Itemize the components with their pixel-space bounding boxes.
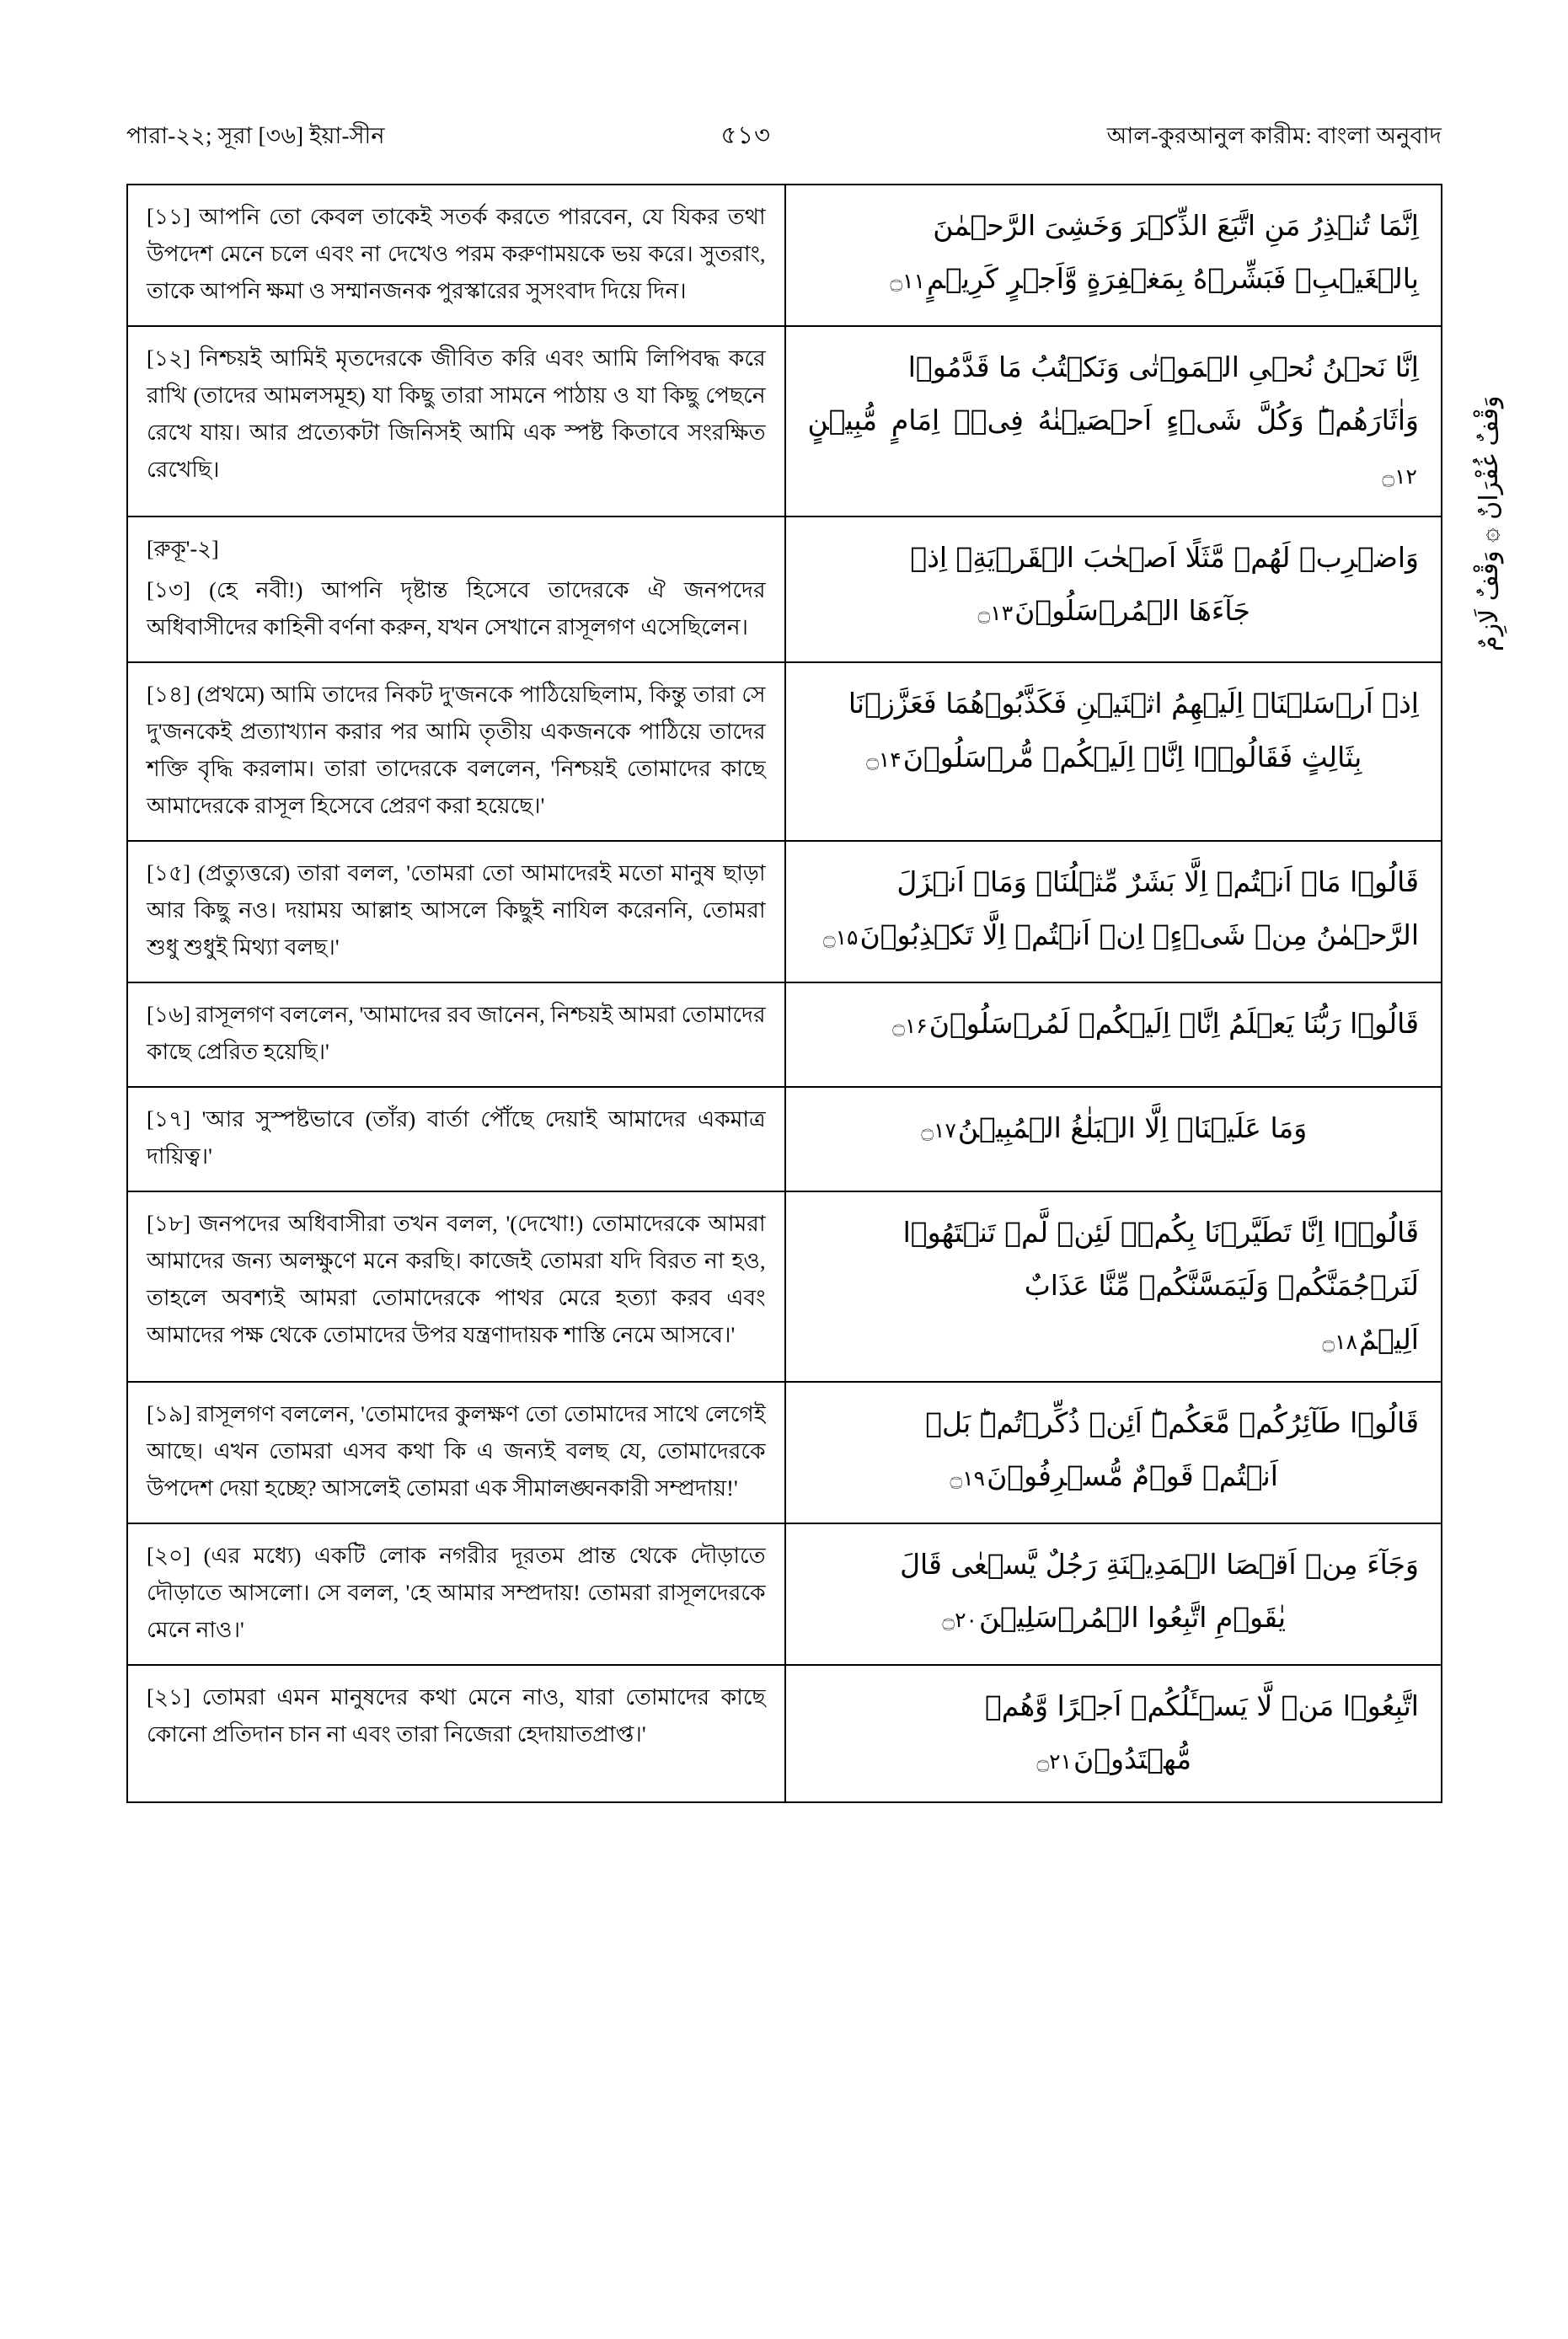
ayah-number-marker: ۝۲۱ bbox=[1036, 1749, 1073, 1774]
ayah-number-marker: ۝۱۸ bbox=[1322, 1329, 1358, 1354]
arabic-line: اِذۡ اَرۡسَلۡنَاۤ اِلَیۡهِمُ اثۡنَیۡنِ فَکَذَّبُوۡهُمَا فَعَزَّزۡنَا bbox=[848, 687, 1419, 720]
arabic-line: جَآءَهَا الۡمُرۡسَلُوۡنَ۝۱۳ bbox=[808, 584, 1419, 637]
arabic-verse-cell bbox=[786, 1383, 1441, 1523]
arabic-line: اَلِیۡمٌ۝۱۸ bbox=[808, 1313, 1419, 1366]
page-header bbox=[126, 116, 1442, 157]
arabic-line: بِثَالِثٍ فَقَالُوۡۤا اِنَّاۤ اِلَیۡکُمۡ مُّرۡسَلُوۡنَ۝۱۴ bbox=[808, 731, 1419, 784]
arabic-verse-cell bbox=[786, 327, 1441, 516]
ayah-number-marker: ۝۱۹ bbox=[950, 1466, 986, 1491]
arabic-line: اِنَّمَا تُنۡذِرُ مَنِ اتَّبَعَ الذِّكۡرَ وَخَشِیَ الرَّحۡمٰنَ bbox=[933, 209, 1419, 242]
bangla-translation-cell bbox=[128, 842, 786, 982]
verse-row bbox=[128, 663, 1441, 842]
arabic-verse-cell bbox=[786, 1088, 1441, 1191]
bangla-verse-text: [১৩] (হে নবী!) আপনি দৃষ্টান্ত হিসেবে তাদেরকে ঐ জনপদের অধিবাসীদের কাহিনী বর্ণনা করুন, যখন সেখানে রাসূলগণ এসেছিলেন। bbox=[147, 577, 766, 640]
arabic-line: یٰقَوۡمِ اتَّبِعُوا الۡمُرۡسَلِیۡنَ۝۲۰ bbox=[808, 1591, 1419, 1644]
header-left-para-sura: পারা-২২; সূরা [৩৬] ইয়া-সীন bbox=[126, 123, 385, 148]
bangla-verse-text: [১৪] (প্রথমে) আমি তাদের নিকট দু'জনকে পাঠিয়েছিলাম, কিন্তু তারা সে দু'জনকেই প্রত্যাখ্যান করার পর আমি তৃতীয় একজনকে পাঠিয়ে তাদের শক্তি বৃদ্ধি করলাম। তারা তাদেরকে বললেন, 'নিশ্চয়ই তোমাদের কাছে আমাদেরকে রাসূল হিসেবে প্রেরণ করা হয়েছে।' bbox=[147, 682, 766, 819]
bangla-verse-text: [২০] (এর মধ্যে) একটি লোক নগরীর দূরতম প্রান্ত থেকে দৌড়াতে দৌড়াতে আসলো। সে বলল, 'হে আমার সম্প্রদায়! তোমরা রাসূলদেরকে মেনে নাও।' bbox=[147, 1543, 766, 1642]
verse-row bbox=[128, 327, 1441, 517]
ayah-number-marker: ۝۱۴ bbox=[866, 747, 902, 772]
verse-row bbox=[128, 185, 1441, 327]
ayah-number-marker: ۝۱۵ bbox=[822, 925, 859, 950]
arabic-verse-cell bbox=[786, 517, 1441, 661]
bangla-verse-text: [১২] নিশ্চয়ই আমিই মৃতদেরকে জীবিত করি এবং আমি লিপিবদ্ধ করে রাখি (তাদের আমলসমূহ) যা কিছু তারা সামনে পাঠায় ও যা কিছু পেছনে রেখে যায়। আর প্রত্যেকটা জিনিসই আমি এক স্পষ্ট কিতাবে সংরক্ষিত রেখেছি। bbox=[147, 345, 766, 482]
ayah-number-marker: ۝۱۷ bbox=[921, 1118, 956, 1143]
arabic-line: الرَّحۡمٰنُ مِنۡ شَیۡءٍ‌ۙ اِنۡ اَنۡتُمۡ اِلَّا تَکۡذِبُوۡنَ۝۱۵ bbox=[808, 908, 1419, 961]
bangla-translation-cell bbox=[128, 1383, 786, 1523]
ayah-number-marker: ۝۱۳ bbox=[977, 601, 1014, 626]
bangla-translation-cell bbox=[128, 327, 786, 516]
verse-table bbox=[126, 184, 1442, 1803]
arabic-line: بِالۡغَیۡبِ‌ۚ فَبَشِّرۡهُ بِمَغۡفِرَةٍ وَّاَجۡرٍ کَرِیۡمٍ۝۱۱ bbox=[808, 252, 1419, 305]
ayah-number-marker: ۝۱۶ bbox=[892, 1014, 928, 1039]
arabic-verse-cell bbox=[786, 1192, 1441, 1381]
arabic-verse-cell bbox=[786, 1524, 1441, 1664]
bangla-translation-cell bbox=[128, 1192, 786, 1381]
bangla-translation-cell bbox=[128, 1666, 786, 1801]
arabic-line: وَجَآءَ مِنۡ اَقۡصَا الۡمَدِیۡنَةِ رَجُلٌ یَّسۡعٰی قَالَ bbox=[900, 1548, 1419, 1582]
bangla-translation-cell bbox=[128, 663, 786, 840]
arabic-line: وَاٰثَارَهُمۡ‌ؕ وَکُلَّ شَیۡءٍ اَحۡصَیۡنٰهُ فِیۡۤ اِمَامٍ مُّبِیۡنٍ۝۱۲ bbox=[808, 393, 1419, 500]
bangla-translation-cell bbox=[128, 1088, 786, 1191]
verse-row bbox=[128, 842, 1441, 983]
arabic-line: مُّهۡتَدُوۡنَ۝۲۱ bbox=[808, 1732, 1419, 1785]
page-number: ৫১৩ bbox=[720, 122, 771, 149]
arabic-line: اَنۡتُمۡ قَوۡمٌ مُّسۡرِفُوۡنَ۝۱۹ bbox=[808, 1449, 1419, 1502]
arabic-line: وَمَا عَلَیۡنَاۤ اِلَّا الۡبَلٰغُ الۡمُبِیۡنُ۝۱۷ bbox=[808, 1101, 1419, 1154]
verse-row bbox=[128, 983, 1441, 1088]
verse-row bbox=[128, 1383, 1441, 1524]
bangla-verse-text: [২১] তোমরা এমন মানুষদের কথা মেনে নাও, যারা তোমাদের কাছে কোনো প্রতিদান চান না এবং তারা নিজেরা হেদায়াতপ্রাপ্ত।' bbox=[147, 1683, 766, 1747]
arabic-verse-cell bbox=[786, 663, 1441, 840]
bangla-verse-text: [১৫] (প্রত্যুত্তরে) তারা বলল, 'তোমরা তো আমাদেরই মতো মানুষ ছাড়া আর কিছু নও। দয়াময় আল্লাহ আসলে কিছুই নাযিল করেননি, তোমরা শুধু শুধুই মিথ্যা বলছ।' bbox=[147, 860, 766, 961]
ruku-label: [রুকূ'-২] bbox=[147, 537, 219, 562]
arabic-verse-cell bbox=[786, 1666, 1441, 1801]
arabic-verse-cell bbox=[786, 185, 1441, 325]
ayah-number-marker: ۝۲۰ bbox=[942, 1608, 977, 1633]
verse-row bbox=[128, 1088, 1441, 1192]
arabic-line: اِنَّا نَحۡنُ نُحۡیِ الۡمَوۡتٰی وَنَکۡتُبُ مَا قَدَّمُوۡا bbox=[907, 350, 1419, 383]
bangla-translation-cell bbox=[128, 983, 786, 1086]
bangla-verse-text: [১৭] 'আর সুস্পষ্টভাবে (তাঁর) বার্তা পৌঁছে দেয়াই আমাদের একমাত্র দায়িত্ব।' bbox=[147, 1106, 766, 1169]
verse-row bbox=[128, 517, 1441, 663]
arabic-verse-cell bbox=[786, 842, 1441, 982]
arabic-line: وَاضۡرِبۡ لَهُمۡ مَّثَلًا اَصۡحٰبَ الۡقَرۡیَةِ‌ۘ اِذۡ bbox=[910, 541, 1419, 575]
arabic-line: اتَّبِعُوۡا مَنۡ لَّا یَسۡـَٔلُکُمۡ اَجۡرًا وَّهُمۡ bbox=[985, 1689, 1419, 1722]
bangla-verse-text: [১৮] জনপদের অধিবাসীরা তখন বলল, '(দেখো!) তোমাদেরকে আমরা আমাদের জন্য অলক্ষুণে মনে করছি। কাজেই তোমরা যদি বিরত না হও, তাহলে অবশ্যই আমরা তোমাদেরকে পাথর মেরে হত্যা করব এবং আমাদের পক্ষ থেকে তোমাদের উপর যন্ত্রণাদায়ক শাস্তি নেমে আসবে।' bbox=[147, 1210, 766, 1347]
ayah-number-marker: ۝۱۲ bbox=[1382, 463, 1417, 489]
arabic-line: قَالُوۡۤا اِنَّا تَطَیَّرۡنَا بِکُمۡ‌ۚ لَئِنۡ لَّمۡ تَنۡتَهُوۡا bbox=[902, 1215, 1419, 1249]
header-right-book-title: আল-কুরআনুল কারীম: বাংলা অনুবাদ bbox=[1106, 123, 1442, 148]
arabic-line: قَالُوۡا طَآئِرُکُمۡ مَّعَکُمۡ‌ؕ اَئِنۡ ذُکِّرۡتُمۡ‌ؕ بَلۡ bbox=[925, 1406, 1419, 1440]
verse-row bbox=[128, 1524, 1441, 1666]
bangla-translation-cell bbox=[128, 1524, 786, 1664]
verse-row bbox=[128, 1192, 1441, 1383]
ayah-number-marker: ۝۱۱ bbox=[890, 269, 925, 294]
bangla-translation-cell bbox=[128, 517, 786, 661]
bangla-verse-text: [১৯] রাসূলগণ বললেন, 'তোমাদের কুলক্ষণ তো তোমাদের সাথে লেগেই আছে। এখন তোমরা এসব কথা কি এ জন্যই বলছ যে, তোমাদেরকে উপদেশ দেয়া হচ্ছে? আসলেই তোমরা এক সীমালঙ্ঘনকারী সম্প্রদায়!' bbox=[147, 1401, 766, 1501]
bangla-verse-text: [১১] আপনি তো কেবল তাকেই সতর্ক করতে পারবেন, যে যিকর তথা উপদেশ মেনে চলে এবং না দেখেও পরম করুণাময়কে ভয় করে। সুতরাং, তাকে আপনি ক্ষমা ও সম্মানজনক পুরস্কারের সুসংবাদ দিয়ে দিন। bbox=[147, 204, 766, 303]
arabic-line: قَالُوۡا رَبُّنَا یَعۡلَمُ اِنَّاۤ اِلَیۡکُمۡ لَمُرۡسَلُوۡنَ۝۱۶ bbox=[808, 997, 1419, 1050]
verse-row bbox=[128, 1666, 1441, 1801]
arabic-line: لَنَرۡجُمَنَّکُمۡ وَلَیَمَسَّنَّکُمۡ مِّنَّا عَذَابٌ bbox=[1024, 1269, 1419, 1303]
arabic-line: قَالُوۡا مَاۤ اَنۡتُمۡ اِلَّا بَشَرٌ مِّثۡلُنَا‌ۙ وَمَاۤ اَنۡزَلَ bbox=[896, 865, 1419, 899]
side-waqf-note: وَقْفٌ غُفْرَانٌ ۞ وَقْفٌ لَازِمٌ bbox=[1474, 396, 1504, 652]
bangla-translation-cell bbox=[128, 185, 786, 325]
bangla-verse-text: [১৬] রাসূলগণ বললেন, 'আমাদের রব জানেন, নিশ্চয়ই আমরা তোমাদের কাছে প্রেরিত হয়েছি।' bbox=[147, 1002, 766, 1065]
arabic-verse-cell bbox=[786, 983, 1441, 1086]
